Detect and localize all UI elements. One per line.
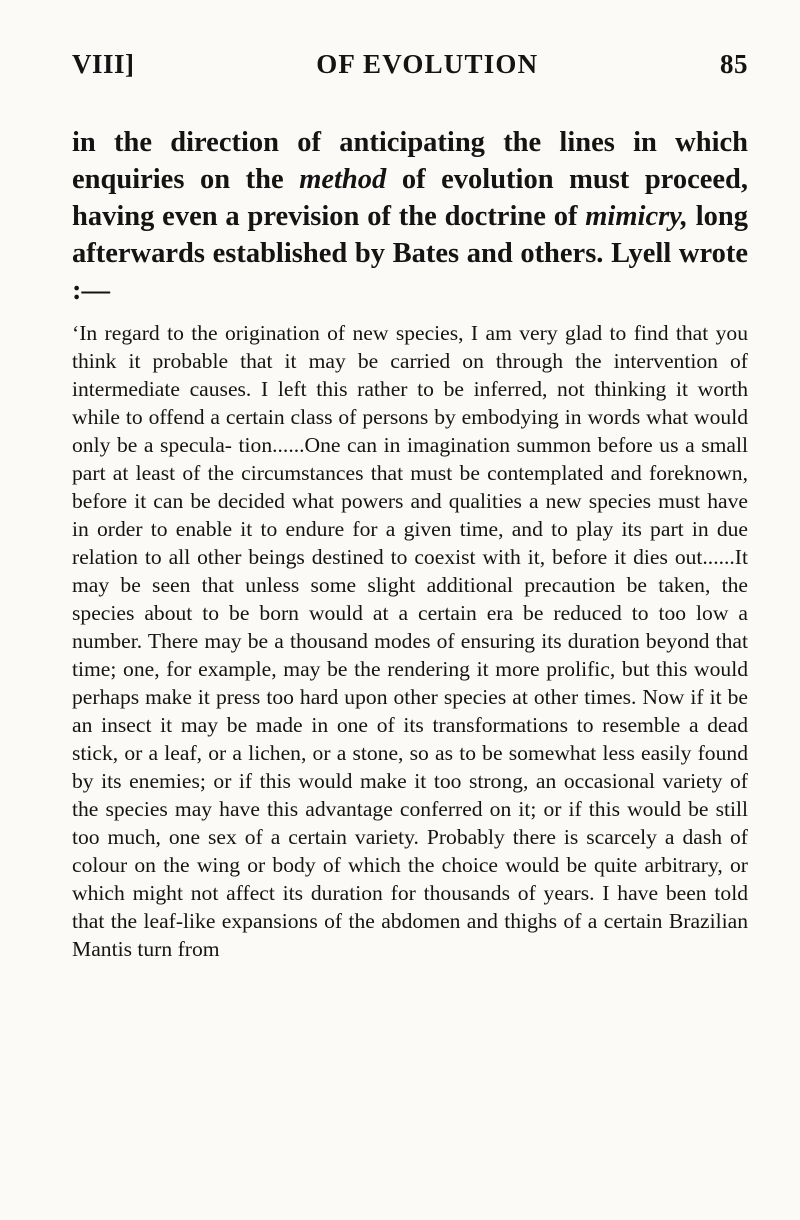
lead-text-3: long afterwards established by Bates and others. Lyell wrote :— [72,201,748,306]
lead-text-1: in the direction of anticipating the lines in which enquiries on the [72,127,748,195]
lead-paragraph [72,124,748,309]
chapter-number: VIII] [72,49,135,79]
italic-method: method [299,164,387,195]
page-number: 85 [720,49,748,79]
lyell-quotation [72,319,748,963]
lead-text-2: of evolution must proceed, having even a prevision of the doctrine of [72,164,748,232]
running-title: OF EVOLUTION [316,49,539,79]
book-page [72,44,748,963]
running-head [72,44,748,84]
italic-mimicry: mimicry, [585,201,688,232]
quote-paragraph: ‘In regard to the origination of new species, I am very glad to find that you think it probable that it may be carried on through the intervention of intermediate causes. I left this rather to be inferred, not thinking it worth while to offend a certain class of persons by embodying in words what would only be a specula- tion......One can in imagination summon before us a small part at least of the circumstances that must be contemplated and foreknown, before it can be decided what powers and qualities a new species must have in order to enable it to endure for a given time, and to play its part in due relation to all other beings destined to coexist with it, before it dies out......It may be seen that unless some slight additional precaution be taken, the species about to be born would at a certain era be reduced to too low a number. There may be a thousand modes of ensuring its duration beyond that time; one, for example, may be the rendering it more prolific, but this would perhaps make it press too hard upon other species at other times. Now if it be an insect it may be made in one of its transformations to resemble a dead stick, or a leaf, or a lichen, or a stone, so as to be somewhat less easily found by its enemies; or if this would make it too strong, an occasional variety of the species may have this advantage conferred on it; or if this would be still too much, one sex of a certain variety. Probably there is scarcely a dash of colour on the wing or body of which the choice would be quite arbitrary, or which might not affect its duration for thousands of years. I have been told that the leaf-like expansions of the abdomen and thighs of a certain Brazilian Mantis turn from [72,321,748,961]
